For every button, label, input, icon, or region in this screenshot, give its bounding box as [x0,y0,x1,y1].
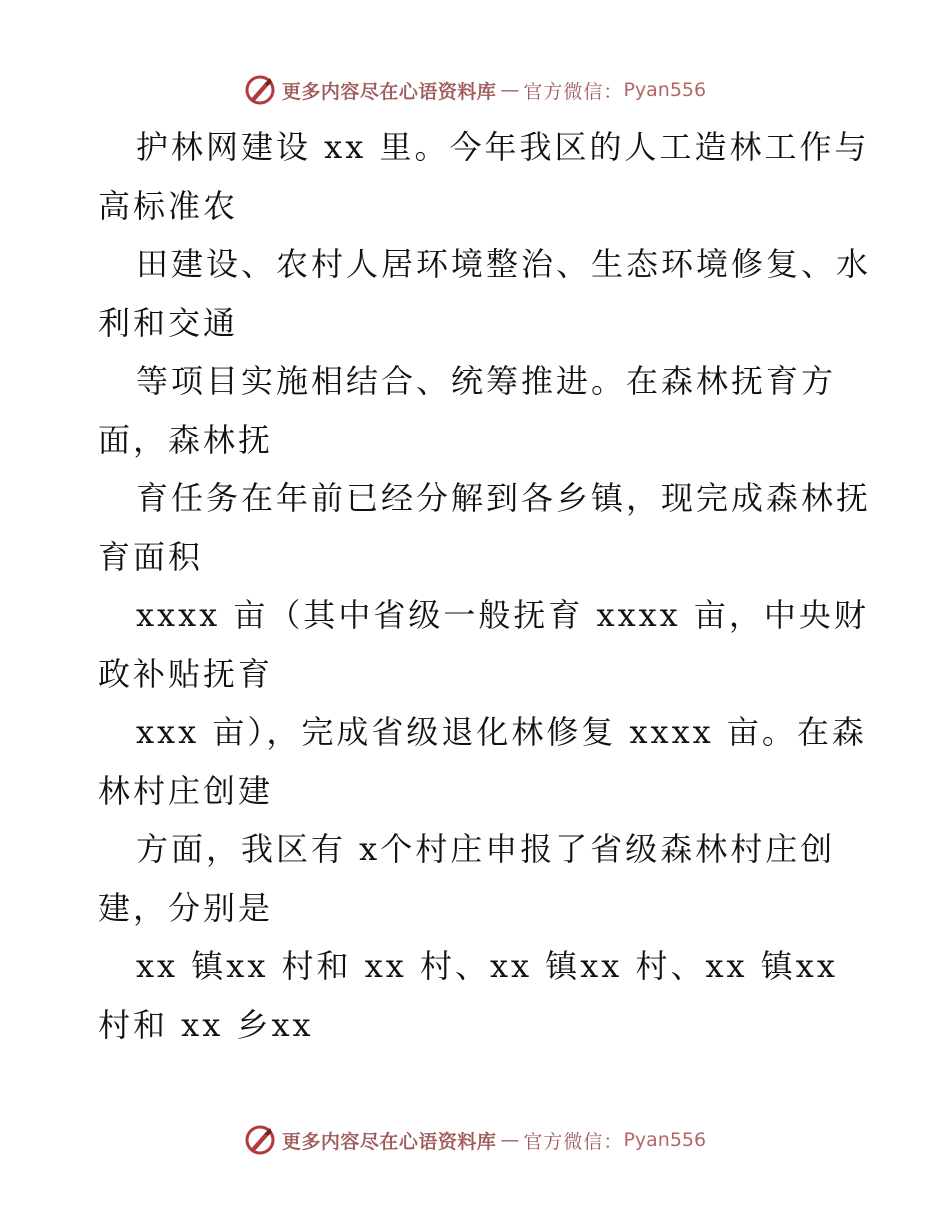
body-line: 田建设、农村人居环境整治、生态环境修复、水 [136,245,872,283]
body-line: 林村庄创建 [98,771,274,810]
banner-wechat-label: 官方微信： [523,1130,624,1153]
banner-separator: — [500,79,520,101]
banner-brand: 更多内容尽在心语资料库 [281,1130,497,1153]
header-banner [0,70,950,110]
body-line: 村和 xx 乡xx [98,1005,314,1044]
pen-logo-icon [244,1124,276,1156]
body-line: xxx 亩），完成省级退化林修复 xxxx 亩。在森 [136,713,867,751]
body-line: 面，森林抚 [98,420,274,459]
body-line: 建，分别是 [98,888,274,927]
footer-banner [0,1120,950,1160]
body-line: 等项目实施相结合、统筹推进。在森林抚育方 [136,362,837,400]
body-line: xx 镇xx 村和 xx 村、xx 镇xx 村、xx 镇xx [136,947,838,985]
body-line: 利和交通 [98,303,239,342]
banner-handle: Pyan556 [623,79,707,101]
banner-separator: — [500,1129,520,1151]
banner-wechat-label: 官方微信： [523,80,624,103]
body-line: 高标准农 [98,186,239,225]
body-line: 育面积 [98,537,204,576]
body-line: xxxx 亩（其中省级一般抚育 xxxx 亩，中央财 [136,596,869,634]
body-line: 护林网建设 xx 里。今年我区的人工造林工作与 [136,128,870,166]
body-line: 育任务在年前已经分解到各乡镇，现完成森林抚 [136,479,872,517]
document-body [98,118,872,1054]
body-line: 政补贴抚育 [98,654,274,693]
banner-brand: 更多内容尽在心语资料库 [281,80,497,103]
body-line: 方面，我区有 x个村庄申报了省级森林村庄创 [136,830,836,868]
pen-logo-icon [244,74,276,106]
banner-handle: Pyan556 [623,1129,707,1151]
